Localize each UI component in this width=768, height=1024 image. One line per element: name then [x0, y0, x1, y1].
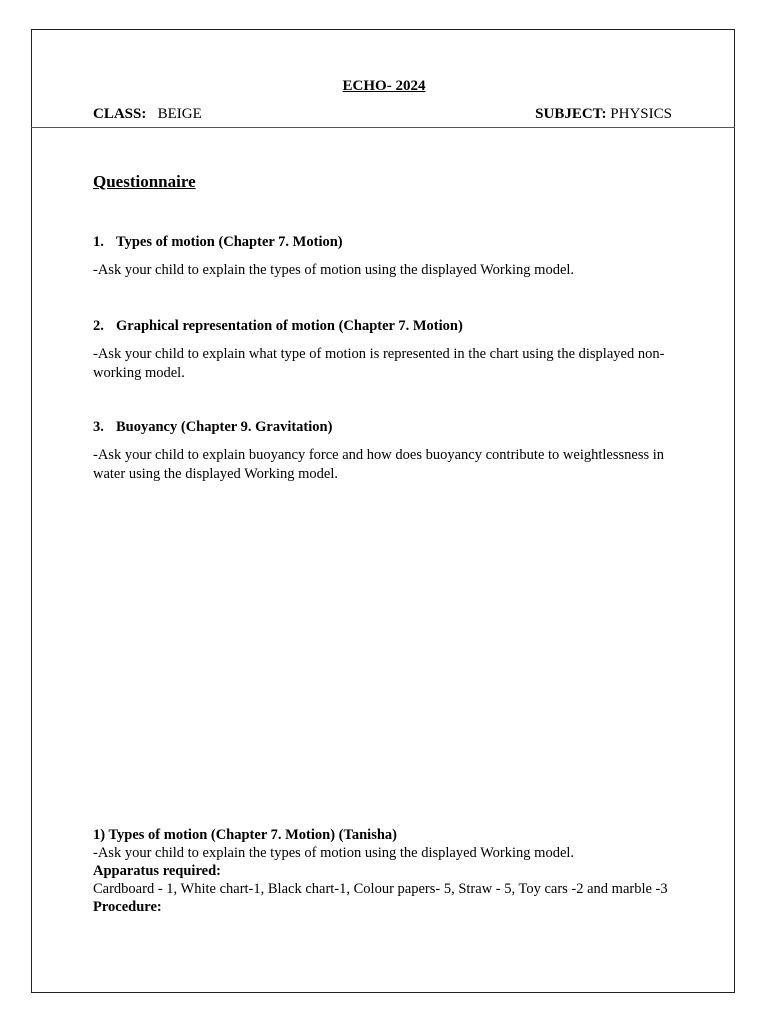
- question-title: [93, 234, 343, 251]
- activity-detail: [93, 826, 683, 916]
- document-title: ECHO- 2024: [342, 78, 426, 94]
- activity-description: -Ask your child to explain the types of motion using the displayed Working model.: [93, 845, 575, 861]
- apparatus-list: Cardboard - 1, White chart-1, Black chart-1, Colour papers- 5, Straw - 5, Toy cars -2 and marble -3: [93, 881, 668, 897]
- section-heading: Questionnaire: [93, 172, 196, 191]
- question-number: 2.: [93, 318, 104, 334]
- class-value: BEIGE: [157, 106, 202, 122]
- question-title-text: Types of motion (Chapter 7. Motion): [116, 234, 343, 250]
- subject-field: [535, 106, 672, 123]
- subject-value: PHYSICS: [610, 106, 672, 122]
- apparatus-label: Apparatus required:: [93, 863, 221, 879]
- class-label: CLASS:: [93, 106, 147, 122]
- procedure-label: Procedure:: [93, 899, 162, 915]
- question-number: 3.: [93, 419, 104, 435]
- question-body: -Ask your child to explain the types of motion using the displayed Working model.: [93, 262, 575, 278]
- subject-label: SUBJECT:: [535, 106, 607, 122]
- header-divider: [31, 127, 735, 128]
- question-title-text: Buoyancy (Chapter 9. Gravitation): [116, 419, 333, 435]
- question-body: -Ask your child to explain what type of motion is represented in the chart using the displayed non-working model.: [93, 346, 665, 381]
- question-title-text: Graphical representation of motion (Chapter 7. Motion): [116, 318, 463, 334]
- question-title: [93, 318, 463, 335]
- activity-title: 1) Types of motion (Chapter 7. Motion) (Tanisha): [93, 827, 397, 843]
- question-title: [93, 419, 332, 436]
- question-body: -Ask your child to explain buoyancy force and how does buoyancy contribute to weightlessness in water using the displayed Working model.: [93, 447, 665, 482]
- question-number: 1.: [93, 234, 104, 250]
- class-field: [93, 106, 202, 123]
